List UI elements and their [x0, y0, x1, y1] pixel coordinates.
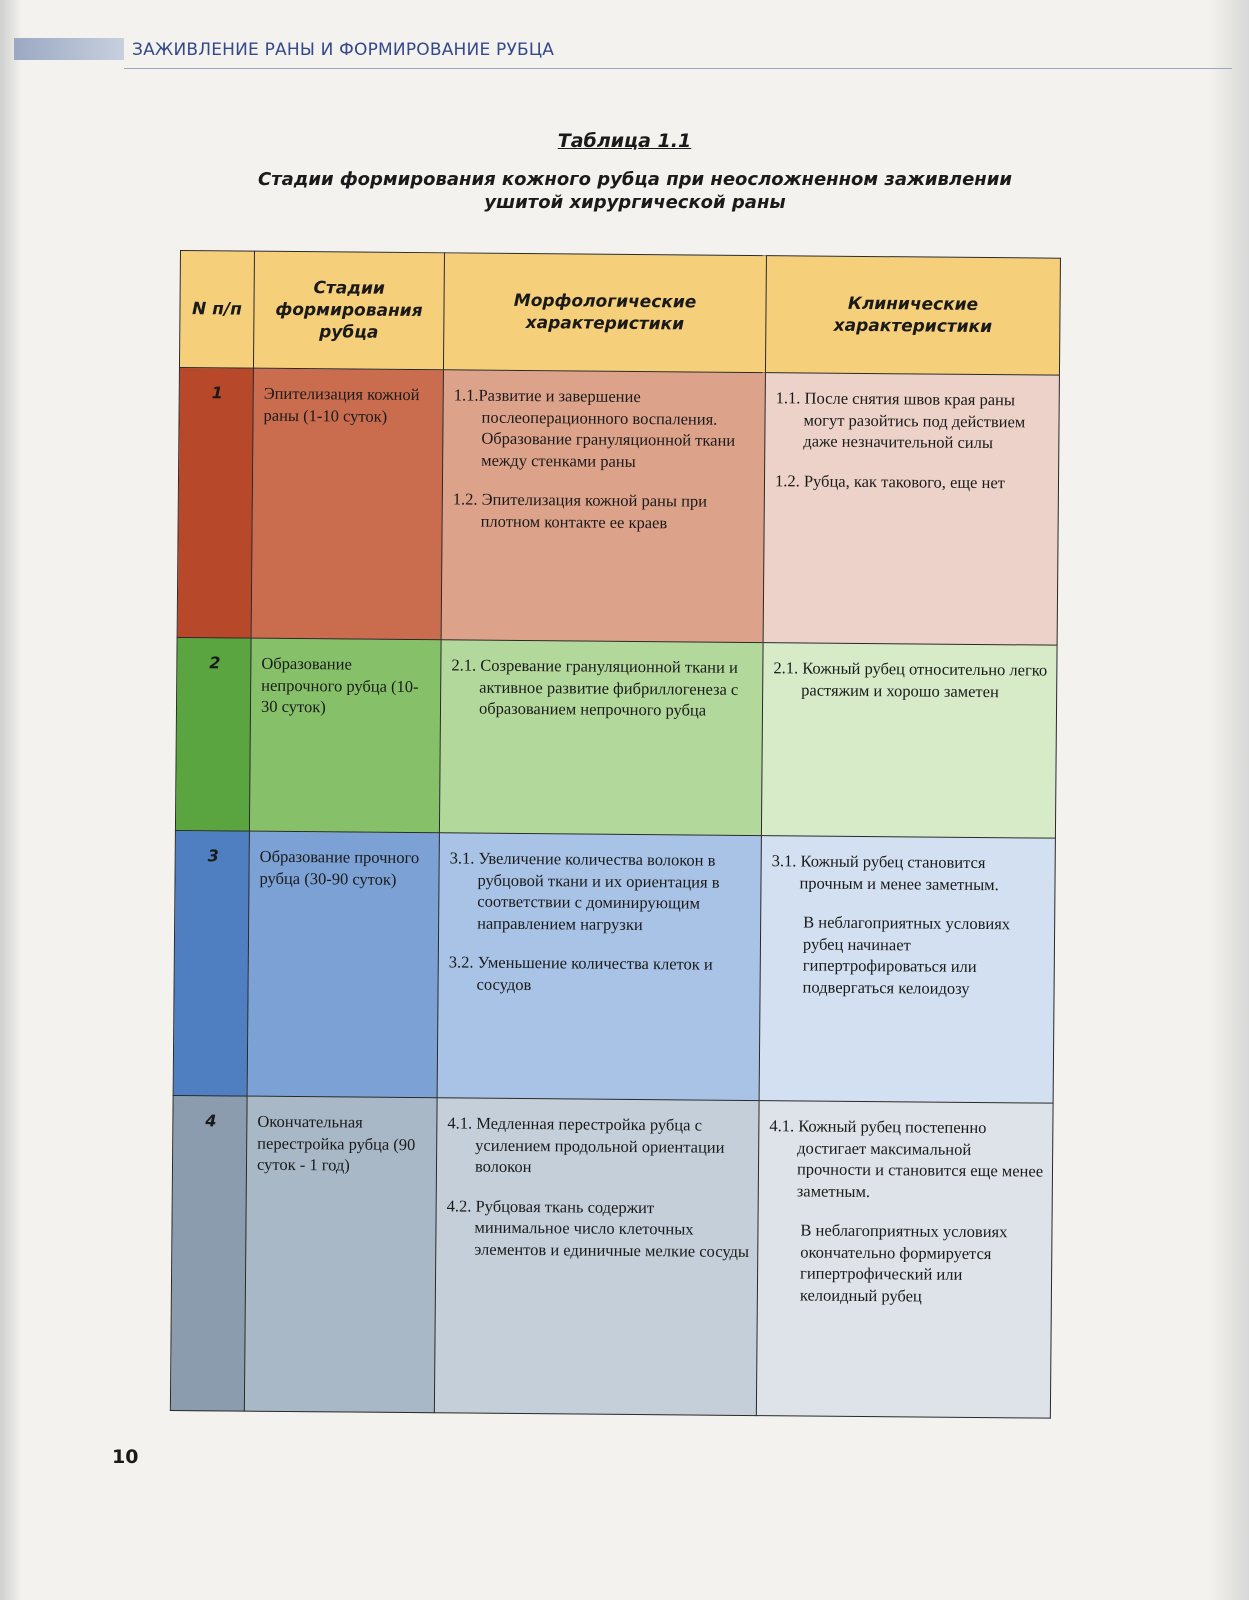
clinical-item: 3.1. Кожный рубец становится прочным и менее заметным. — [771, 851, 999, 894]
table-label: Таблица 1.1 — [557, 130, 692, 152]
page-number: 10 — [112, 1446, 139, 1468]
morph-item: 1.1.Развитие и завершение послеоперационного воспаления. Образование грануляционной ткани между стенками раны — [453, 385, 736, 471]
stage-cell: Образование прочного рубца (30-90 суток) — [247, 831, 439, 1098]
clinical-item: 1.2. Рубца, как такового, еще нет — [774, 470, 1005, 492]
table-row — [173, 830, 1055, 1103]
stages-table-wrap — [170, 250, 1080, 1419]
morph-cell — [437, 833, 761, 1101]
clinical-cell — [759, 836, 1055, 1104]
header-rule — [124, 68, 1232, 69]
clinical-note: В неблагоприятных условиях рубец начинает гипертрофироваться или подвергаться келоидозу — [802, 912, 1011, 998]
row-number: 1 — [177, 367, 253, 638]
morph-item: 4.1. Медленная перестройка рубца с усилением продольной ориентации волокон — [447, 1113, 725, 1177]
morph-item: 4.2. Рубцовая ткань содержит минимальное число клеточных элементов и единичные мелкие сосуды — [446, 1195, 750, 1261]
page-edge-shadow — [0, 0, 22, 1600]
morph-item: 3.1. Увеличение количества волокон в рубцовой ткани и их ориентация в соответствии с доминирующим направлением нагрузки — [449, 848, 720, 934]
header-morph: Морфологические характеристики — [443, 253, 766, 373]
running-head: ЗАЖИВЛЕНИЕ РАНЫ И ФОРМИРОВАНИЕ РУБЦА — [132, 40, 555, 60]
stages-table — [170, 250, 1061, 1419]
morph-cell — [441, 370, 765, 643]
header-num: N п/п — [179, 251, 254, 369]
header-stage: Стадии формирования рубца — [253, 251, 444, 370]
clinical-cell — [756, 1101, 1053, 1419]
stage-cell: Окончательная перестройка рубца (90 суток - 1 год) — [244, 1096, 437, 1413]
table-title: Стадии формирования кожного рубца при неосложненном заживлении ушитой хирургической раны — [258, 169, 1012, 213]
clinical-note: В неблагоприятных условиях окончательно формируется гипертрофический или келоидный рубец — [799, 1220, 1008, 1306]
table-row — [177, 367, 1059, 645]
clinical-cell — [763, 373, 1059, 646]
stage-cell: Эпителизация кожной раны (1-10 суток) — [251, 368, 443, 640]
table-row — [175, 637, 1057, 838]
row-number: 2 — [175, 637, 251, 831]
morph-item: 1.2. Эпителизация кожной раны при плотном контакте ее краев — [452, 489, 708, 532]
morph-cell — [434, 1098, 759, 1416]
header-clinical: Клинические характеристики — [765, 256, 1060, 376]
clinical-cell — [761, 643, 1057, 839]
row-number: 4 — [170, 1095, 247, 1411]
header-color-band — [14, 38, 124, 60]
morph-cell — [439, 640, 763, 836]
clinical-item: 2.1. Кожный рубец относительно легко растяжим и хорошо заметен — [773, 658, 1048, 701]
row-number: 3 — [173, 830, 249, 1096]
table-header-row — [179, 251, 1060, 376]
morph-item: 3.2. Уменьшение количества клеток и сосудов — [448, 952, 713, 994]
clinical-item: 1.1. После снятия швов края раны могут разойтись под действием даже незначительной силы — [775, 388, 1026, 453]
stage-cell: Образование непрочного рубца (10-30 суток) — [249, 638, 441, 833]
page-edge-shadow-right — [1209, 0, 1249, 1600]
morph-item: 2.1. Созревание грануляционной ткани и активное развитие фибриллогенеза с образованием непрочного рубца — [451, 655, 739, 720]
clinical-item: 4.1. Кожный рубец постепенно достигает максимальной прочности и становится еще менее заметным. — [769, 1116, 1044, 1201]
table-row — [170, 1095, 1053, 1418]
